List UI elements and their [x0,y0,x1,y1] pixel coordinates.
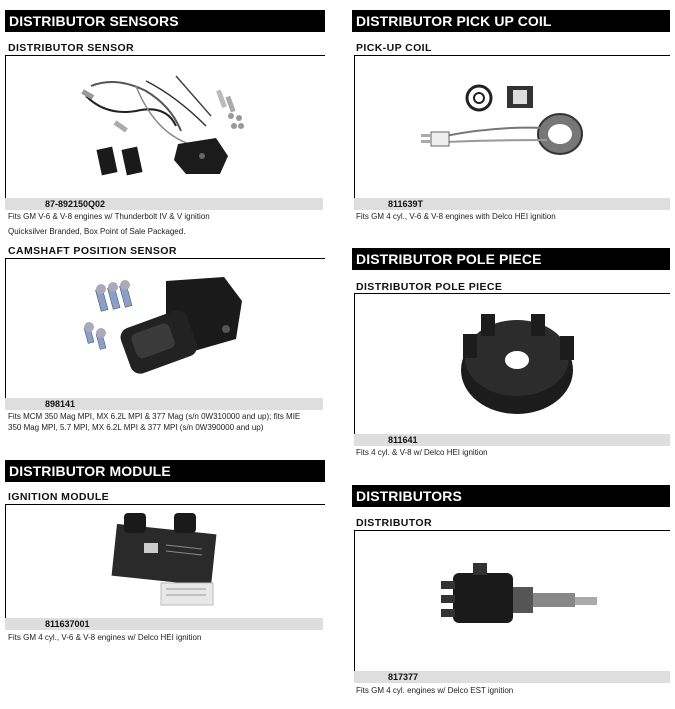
pick-up-coil-title: PICK-UP COIL [356,42,432,54]
camshaft-sensor-image [5,258,325,398]
pole-piece-part-number: 811641 [354,434,670,446]
section-header-distributors: DISTRIBUTORS [352,485,670,507]
distributor-title: DISTRIBUTOR [356,517,432,529]
section-header-pick-up-coil: DISTRIBUTOR PICK UP COIL [352,10,670,32]
camshaft-sensor-part-number: 898141 [5,398,323,410]
ignition-module-image [5,504,325,618]
pick-up-coil-part-number: 811639T [354,198,670,210]
pick-up-coil-image [354,55,670,198]
pole-piece-image [354,293,670,434]
section-header-pole-piece: DISTRIBUTOR POLE PIECE [352,248,670,270]
distributor-sensor-image [5,55,325,198]
ignition-module-part-number: 811637001 [5,618,323,630]
distributor-part-number: 817377 [354,671,670,683]
distributor-sensor-title: DISTRIBUTOR SENSOR [8,42,135,54]
pick-up-coil-description: Fits GM 4 cyl., V-6 & V-8 engines with Delco HEI ignition [356,212,556,221]
distributor-sensor-note: Quicksilver Branded, Box Point of Sale Packaged. [8,227,186,236]
pole-piece-description: Fits 4 cyl. & V-8 w/ Delco HEI ignition [356,448,488,457]
camshaft-sensor-title: CAMSHAFT POSITION SENSOR [8,245,177,257]
ignition-module-description: Fits GM 4 cyl., V-6 & V-8 engines w/ Delco HEI ignition [8,633,202,642]
distributor-sensor-part-number: 87-892150Q02 [5,198,323,210]
distributor-description: Fits GM 4 cyl. engines w/ Delco EST ignition [356,686,514,695]
section-header-distributor-sensors: DISTRIBUTOR SENSORS [5,10,325,32]
section-header-distributor-module: DISTRIBUTOR MODULE [5,460,325,482]
camshaft-sensor-description-2: 350 Mag MPI, 5.7 MPI, MX 6.2L MPI & 377 MPI (s/n 0W390000 and up) [8,423,264,432]
camshaft-sensor-description-1: Fits MCM 350 Mag MPI, MX 6.2L MPI & 377 Mag (s/n 0W310000 and up); fits MIE [8,412,301,421]
pole-piece-title: DISTRIBUTOR POLE PIECE [356,281,503,293]
distributor-image [354,530,670,671]
ignition-module-title: IGNITION MODULE [8,491,110,503]
distributor-sensor-description: Fits GM V-6 & V-8 engines w/ Thunderbolt IV & V ignition [8,212,210,221]
